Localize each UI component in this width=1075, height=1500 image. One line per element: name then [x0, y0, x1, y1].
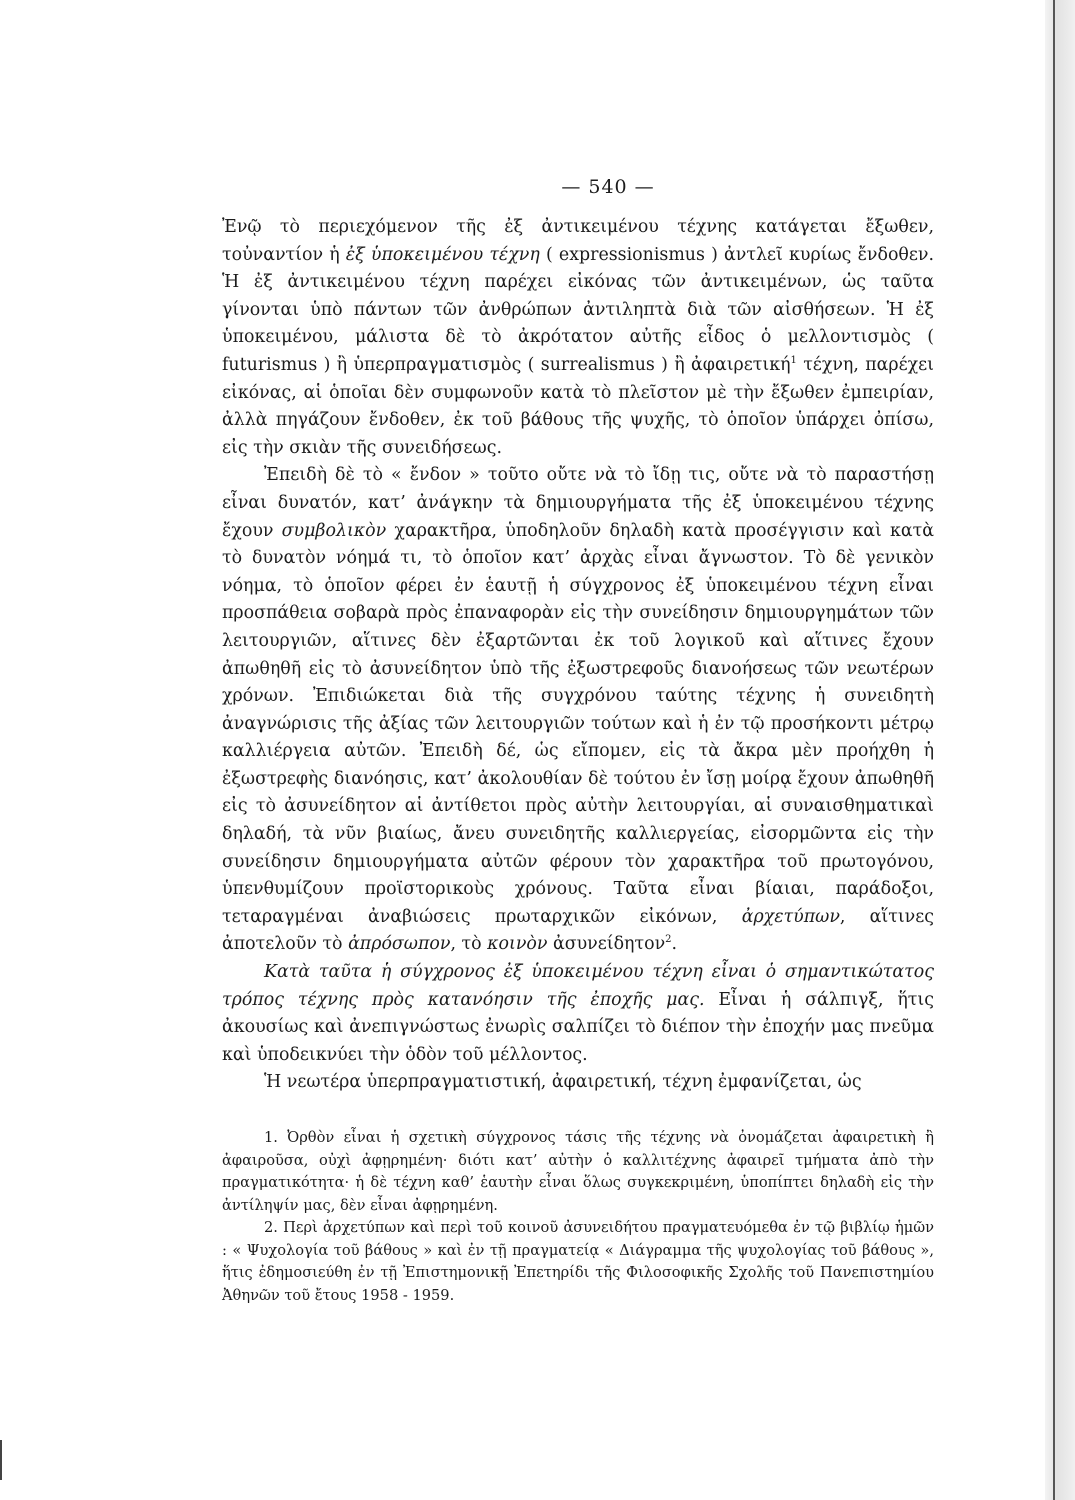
paragraph-3: [222, 959, 934, 1069]
scan-edge-mark: [0, 1440, 2, 1480]
text-run: Εἶναι ἡ σάλπιγξ, ἥτις ἀκουσίως καὶ ἀνεπιγνώστως ἐνωρὶς σαλπίζει τὸ διέπον τὴν ἐποχήν μας πνεῦμα καὶ ὑποδεικνύει τὴν ὁδὸν τοῦ μέλλοντος.: [222, 989, 934, 1065]
italic-run: ἀπρόσωπον: [348, 934, 451, 955]
paragraph-4: [222, 1069, 934, 1097]
text-run: τέχνη, παρέχει εἰκόνας, αἱ ὁποῖαι δὲν συμφωνοῦν κατὰ τὸ πλεῖστον μὲ τὴν ἔξωθεν ἐμπειρίαν, ἀλλὰ πηγάζουν ἔνδοθεν, ἐκ τοῦ βάθους τῆς ψυχῆς, τὸ ὁποῖον ὑπάρχει ὀπίσω, εἰς τὴν σκιὰν τῆς συνειδήσεως.: [222, 354, 934, 458]
footnotes: [222, 1127, 934, 1307]
scan-page-edge: [1045, 0, 1075, 1500]
footnote-ref-1: 1: [790, 355, 797, 367]
italic-run: Κατὰ ταῦτα ἡ σύγχρονος ἐξ ὑποκειμένου τέχνη εἶναι ὁ σημαντικώτατος τρόπος τέχνης πρὸς κατανόησιν τῆς ἐποχῆς μας.: [222, 962, 934, 1010]
italic-run: ἀρχετύπων: [741, 906, 840, 927]
scan-binding-line: [1053, 0, 1055, 1500]
text-run: , τὸ: [450, 934, 488, 955]
text-run: , αἵτινες ἀποτελοῦν τὸ: [222, 906, 935, 955]
italic-run: ἐξ ὑποκειμένου τέχνη: [345, 244, 540, 265]
page-number: — 540 —: [561, 176, 655, 198]
text-run: Ἐνῷ τὸ περιεχόμενον τῆς ἐξ ἀντικειμένου τέχνης κατάγεται ἔξωθεν, τοὐναντίον ἡ: [222, 217, 934, 265]
footnote-ref-2: 2: [665, 934, 672, 946]
paragraph-1: [222, 214, 934, 462]
italic-run: κοινὸν: [487, 934, 548, 955]
footnote-2: 2. Περὶ ἀρχετύπων καὶ περὶ τοῦ κοινοῦ ἀσυνειδήτου πραγματευόμεθα ἐν τῷ βιβλίῳ ἡμῶν : « Ψυχολογία τοῦ βάθους » καὶ ἐν τῇ πραγματείᾳ « Διάγραμμα τῆς ψυχολογίας τοῦ βάθους », ἥτις ἐδημοσιεύθη ἐν τῇ Ἐπιστημονικῇ Ἐπετηρίδι τῆς Φιλοσοφικῆς Σχολῆς τοῦ Πανεπιστημίου Ἀθηνῶν τοῦ ἔτους 1958 - 1959.: [222, 1219, 934, 1304]
text-run: Ἐπειδὴ δὲ τὸ « ἔνδον » τοῦτο οὔτε νὰ τὸ ἴδῃ τις, οὔτε νὰ τὸ παραστήσῃ εἶναι δυνατόν, κατ’ ἀνάγκην τὰ δημιουργήματα τῆς ἐξ ὑποκειμένου τέχνης ἔχουν: [222, 465, 934, 541]
paragraph-2: [222, 462, 934, 959]
footnote-1: 1. Ὀρθὸν εἶναι ἡ σχετικὴ σύγχρονος τάσις τῆς τέχνης νὰ ὀνομάζεται ἀφαιρετικὴ ἢ ἀφαιροῦσα, οὐχὶ ἀφῃρημένη· διότι κατ’ αὐτὴν ὁ καλλιτέχνης ἀφαιρεῖ τμήματα ἀπὸ τὴν πραγματικότητα· ἡ δὲ τέχνη καθ’ ἑαυτὴν εἶναι ὅλως συγκεκριμένη, ὑποπίπτει δηλαδὴ εἰς τὴν ἀντίληψίν μας, δὲν εἶναι ἀφῃρημένη.: [222, 1129, 934, 1214]
text-run: ( expressionismus ) ἀντλεῖ κυρίως ἔνδοθεν. Ἡ ἐξ ἀντικειμένου τέχνη παρέχει εἰκόνας τῶν ἀντικειμένων, ὡς ταῦτα γίνονται ὑπὸ πάντων τῶν ἀνθρώπων ἀντιληπτὰ διὰ τῶν αἰσθήσεων. Ἡ ἐξ ὑποκειμένου, μάλιστα δὲ τὸ ἀκρότατον αὐτῆς εἶδος ὁ μελλοντισμὸς ( futurismus ) ἢ ὑπερπραγματισμὸς ( surrealismus ) ἢ ἀφαιρετική: [222, 244, 934, 375]
text-run: Ἡ νεωτέρα ὑπερπραγματιστική, ἀφαιρετική, τέχνη ἐμφανίζεται, ὡς: [264, 1072, 862, 1093]
text-run: .: [671, 934, 678, 955]
book-page: [222, 176, 934, 1307]
main-text: [222, 214, 934, 1097]
italic-run: συμβολικὸν: [281, 520, 387, 541]
text-run: χαρακτῆρα, ὑποδηλοῦν δηλαδὴ κατὰ προσέγγισιν καὶ κατὰ τὸ δυνατὸν νόημά τι, τὸ ὁποῖον κατ’ ἀρχὰς εἶναι ἄγνωστον. Τὸ δὲ γενικὸν νόημα, τὸ ὁποῖον φέρει ἐν ἑαυτῇ ἡ σύγχρονος ἐξ ὑποκειμένου τέχνη εἶναι προσπάθεια σοβαρὰ πρὸς ἐπαναφορὰν εἰς τὴν συνείδησιν δημιουργημάτων τῶν λειτουργιῶν, αἵτινες δὲν ἐξαρτῶνται ἐκ τοῦ λογικοῦ καὶ αἵτινες ἔχουν ἀπωθηθῆ εἰς τὸ ἀσυνείδητον ὑπὸ τῆς ἐξωστρεφοῦς διανοήσεως τῶν νεωτέρων χρόνων. Ἐπιδιώκεται διὰ τῆς συγχρόνου ταύτης τέχνης ἡ συνειδητὴ ἀναγνώρισις τῆς ἀξίας τῶν λειτουργιῶν τούτων καὶ ἡ ἐν τῷ προσήκοντι μέτρῳ καλλιέργεια αὐτῶν. Ἐπειδὴ δέ, ὡς εἴπομεν, εἰς τὰ ἄκρα μὲν προήχθη ἡ ἐξωστρεφὴς διανόησις, κατ’ ἀκολουθίαν δὲ τούτου ἐν ἴσῃ μοίρᾳ ἔχουν ἀπωθηθῆ εἰς τὸ ἀσυνείδητον αἱ ἀντίθετοι πρὸς αὐτὴν λειτουργίαι, αἱ συναισθηματικαὶ δηλαδή, τὰ νῦν βιαίως, ἄνευ συνειδητῆς καλλιεργείας, εἰσορμῶντα εἰς τὴν συνείδησιν δημιουργήματα αὐτῶν φέρουν τὸν χαρακτῆρα τοῦ πρωτογόνου, ὑπενθυμίζουν προϊστορικοὺς χρόνους. Ταῦτα εἶναι βίαιαι, παράδοξοι, τεταραγμέναι ἀναβιώσεις πρωταρχικῶν εἰκόνων,: [222, 520, 934, 927]
text-run: ἀσυνείδητον: [547, 934, 666, 955]
